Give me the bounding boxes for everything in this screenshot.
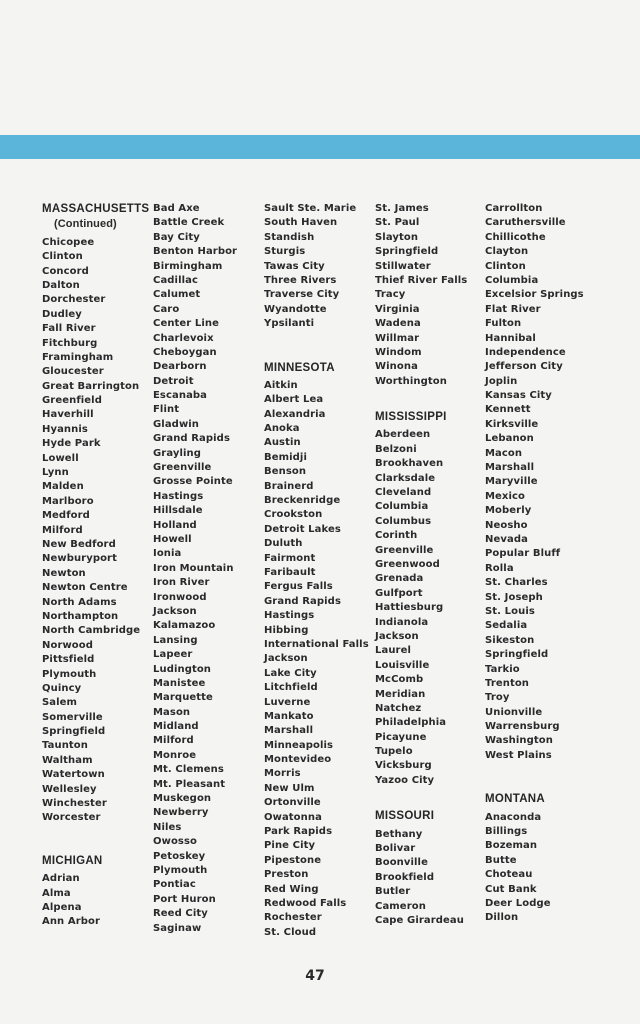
city-entry: Louisville [375,659,430,671]
city-entry: Mt. Pleasant [153,778,226,790]
city-entry: Manistee [153,677,206,689]
city-entry: Albert Lea [264,394,324,406]
city-entry: Morris [264,768,301,780]
city-entry: Brookhaven [375,458,444,470]
city-entry: Fall River [42,323,96,335]
city-entry: Aberdeen [375,429,431,441]
city-entry: St. James [375,203,429,214]
city-entry: Litchfield [264,682,318,694]
city-entry: Thief River Falls [375,274,468,286]
city-entry: Iron River [153,577,210,589]
city-entry: Hillsdale [153,505,203,517]
city-entry: Medford [42,510,90,522]
city-entry: Faribault [264,566,316,578]
city-entry: Petoskey [153,850,206,862]
city-entry: Dudley [42,308,82,320]
city-entry: Grand Rapids [264,595,341,607]
city-entry: Alexandria [264,408,326,420]
city-entry: Gloucester [42,366,104,378]
city-entry: Jackson [375,630,419,642]
city-entry: Detroit Lakes [264,523,341,535]
city-entry: Mankato [264,710,314,722]
city-entry: Ypsilanti [264,318,315,330]
city-entry: Kalamazoo [153,620,216,632]
city-entry: Saginaw [153,922,202,934]
city-entry: Grenada [375,573,424,585]
city-entry: Laurel [375,645,411,657]
city-entry: Rolla [485,562,514,574]
city-entry: Columbia [375,501,429,513]
state-heading: MASSACHUSETTS [42,203,150,215]
column-2 [153,202,265,936]
city-entry: Lake City [264,667,317,679]
city-entry: Pine City [264,840,316,852]
city-entry: Excelsior Springs [485,289,584,301]
city-entry: Macon [485,447,523,459]
city-entry: New Ulm [264,782,315,794]
city-entry: Plymouth [42,668,97,680]
city-entry: Watertown [42,769,105,781]
city-entry: Somerville [42,711,103,723]
city-entry: Clinton [485,260,526,272]
city-entry: Port Huron [153,893,216,905]
city-entry: Winchester [42,798,107,810]
city-entry: Philadelphia [375,717,447,729]
city-entry: Lynn [42,467,69,479]
city-entry: Battle Creek [153,217,225,229]
city-entry: Fergus Falls [264,581,333,593]
city-entry: Picayune [375,731,427,743]
city-entry: Chicopee [42,236,95,248]
city-entry: Anaconda [485,811,542,823]
city-entry: Mason [153,706,191,718]
city-entry: Salem [42,697,78,709]
city-entry: Bethany [375,828,423,840]
city-entry: Butte [485,854,517,866]
city-entry: Willmar [375,332,420,344]
city-entry: Haverhill [42,409,94,421]
city-entry: Northampton [42,610,119,622]
city-entry: Fulton [485,318,522,330]
city-entry: Deer Lodge [485,897,551,909]
section-gap [375,389,487,410]
city-entry: Hibbing [264,624,309,636]
city-entry: St. Cloud [264,926,317,938]
city-entry: Clarksdale [375,472,436,484]
section-gap [485,763,597,792]
city-entry: Three Rivers [264,274,337,286]
city-entry: Springfield [485,649,549,661]
city-entry: Bozeman [485,840,538,852]
city-entry: Preston [264,869,309,881]
city-entry: Greenfield [42,395,102,407]
city-entry: Norwood [42,639,94,651]
city-entry: Kansas City [485,390,552,402]
section-gap [264,332,376,361]
city-entry: Hattiesburg [375,602,444,614]
city-entry: Quincy [42,682,82,694]
city-entry: Newton [42,567,86,579]
city-entry: Minneapolis [264,739,334,751]
city-entry: Redwood Falls [264,897,347,909]
city-entry: Slayton [375,231,419,243]
city-entry: Lowell [42,452,79,464]
city-entry: Clayton [485,246,529,258]
city-entry: Jackson [264,653,308,665]
column-4 [375,202,487,928]
city-entry: Brookfield [375,871,435,883]
city-entry: Troy [485,692,510,704]
city-entry: Alma [42,887,71,899]
city-entry: Chillicothe [485,231,546,243]
city-entry: Escanaba [153,390,208,402]
city-entry: Great Barrington [42,380,140,392]
city-entry: Anoka [264,423,300,435]
city-entry: Caro [153,303,180,315]
city-entry: Ortonville [264,797,321,809]
city-entry: Tupelo [375,746,413,758]
city-entry: Traverse City [264,289,340,301]
city-entry: Billings [485,826,528,838]
state-heading: MONTANA [485,793,546,806]
city-entry: South Haven [264,217,338,229]
city-entry: Sault Ste. Marie [264,203,357,214]
city-entry: Cleveland [375,487,432,499]
city-entry: Carrollton [485,203,543,214]
city-entry: Dalton [42,279,80,291]
city-entry: Cadillac [153,274,199,286]
city-entry: Choteau [485,869,533,881]
state-heading: MISSISSIPPI [375,411,447,424]
section-gap [42,826,154,854]
city-entry: Butler [375,886,411,898]
city-entry: St. Paul [375,217,420,229]
city-entry: Calumet [153,289,201,301]
city-entry: Jackson [153,605,197,617]
city-entry: Crookston [264,509,323,521]
city-entry: Cut Bank [485,883,537,895]
city-entry: Grosse Pointe [153,476,233,488]
city-entry: Grayling [153,447,202,459]
city-entry: Monroe [153,749,197,761]
city-entry: Brainerd [264,480,314,492]
city-entry: Warrensburg [485,721,560,733]
city-entry: Rochester [264,912,322,924]
city-entry: Corinth [375,530,418,542]
city-entry: New Bedford [42,538,116,550]
city-entry: Holland [153,519,197,531]
city-entry: Neosho [485,519,528,531]
column-1 [42,202,154,930]
city-entry: Malden [42,481,84,493]
city-entry: Worcester [42,812,101,824]
city-entry: St. Joseph [485,591,543,603]
city-entry: Kirksville [485,418,539,430]
city-entry: Newberry [153,807,209,819]
city-entry: McComb [375,674,424,686]
city-entry: Milford [153,735,194,747]
city-entry: Tarkio [485,663,520,675]
city-entry: North Adams [42,596,117,608]
city-entry: Hastings [153,490,204,502]
city-entry: Marshall [485,462,535,474]
city-entry: Stillwater [375,260,431,272]
city-entry: Charlevoix [153,332,214,344]
city-entry: Meridian [375,688,426,700]
city-entry: Yazoo City [375,774,435,786]
city-entry: Luverne [264,696,311,708]
header-color-band [0,135,640,159]
city-entry: Dorchester [42,294,106,306]
city-entry: Flat River [485,303,541,315]
city-entry: Washington [485,735,553,747]
city-entry: Columbia [485,274,539,286]
city-entry: Concord [42,265,89,277]
city-entry: International Falls [264,638,369,650]
state-heading: MISSOURI [375,810,435,823]
city-entry: Nevada [485,533,528,545]
city-entry: Tracy [375,289,406,301]
city-entry: Muskegon [153,793,212,805]
city-entry: Moberly [485,505,532,517]
city-entry: Reed City [153,908,208,920]
city-entry: Flint [153,404,180,416]
city-entry: Howell [153,533,192,545]
city-entry: Clinton [42,251,83,263]
city-entry: Jefferson City [485,361,563,373]
city-entry: North Cambridge [42,625,141,637]
city-entry: Plymouth [153,864,208,876]
city-entry: Natchez [375,702,422,714]
city-entry: Aitkin [264,379,298,391]
city-entry: Caruthersville [485,217,566,229]
city-entry: Ionia [153,548,182,560]
continued-label: (Continued) [54,218,117,231]
city-entry: Vicksburg [375,760,432,772]
city-entry: Mt. Clemens [153,764,224,776]
city-entry: Hyannis [42,423,88,435]
city-entry: Gladwin [153,418,200,430]
city-entry: Fitchburg [42,337,98,349]
city-entry: Wellesley [42,783,97,795]
city-entry: Grand Rapids [153,433,230,445]
city-entry: Fairmont [264,552,316,564]
city-entry: Dillon [485,912,519,924]
city-entry: Montevideo [264,754,332,766]
city-entry: Joplin [485,375,518,387]
city-entry: Bolivar [375,843,416,855]
city-entry: Marshall [264,725,314,737]
city-entry: Cape Girardeau [375,914,464,926]
city-entry: Belzoni [375,443,417,455]
city-entry: Hyde Park [42,438,101,450]
city-entry: St. Louis [485,605,535,617]
city-entry: Boonville [375,857,428,869]
city-entry: Pipestone [264,854,322,866]
city-entry: Center Line [153,318,220,330]
city-entry: Bad Axe [153,203,200,214]
city-entry: Gulfport [375,587,423,599]
city-entry: Kennett [485,404,531,416]
city-entry: Adrian [42,873,80,885]
city-entry: Cameron [375,900,426,912]
city-entry: Marquette [153,692,213,704]
city-entry: Columbus [375,515,432,527]
city-entry: Iron Mountain [153,562,234,574]
city-entry: Unionville [485,706,543,718]
city-entry: Midland [153,721,199,733]
city-entry: Benton Harbor [153,246,238,258]
city-entry: Dearborn [153,361,207,373]
city-entry: Pontiac [153,879,196,891]
city-entry: Duluth [264,538,303,550]
city-entry: Ironwood [153,591,207,603]
city-entry: Marlboro [42,495,94,507]
city-entry: Owosso [153,836,197,848]
city-entry: Austin [264,437,301,449]
city-entry: Greenville [153,462,212,474]
city-entry: Cheboygan [153,346,217,358]
city-entry: Pittsfield [42,654,95,666]
city-entry: Birmingham [153,260,223,272]
city-entry: Niles [153,821,182,833]
state-heading: MICHIGAN [42,854,103,867]
city-entry: Springfield [375,246,439,258]
city-entry: Independence [485,346,566,358]
page-number: 47 [305,968,325,984]
city-entry: Red Wing [264,883,319,895]
city-entry: Hannibal [485,332,536,344]
city-entry: Sturgis [264,246,306,258]
city-entry: Standish [264,231,315,243]
city-entry: Sikeston [485,634,535,646]
city-entry: Hastings [264,610,315,622]
city-entry: Lebanon [485,433,534,445]
city-entry: Tawas City [264,260,325,272]
city-entry: Wyandotte [264,303,327,315]
city-entry: Bemidji [264,451,307,463]
city-entry: Ludington [153,663,212,675]
city-entry: Alpena [42,901,82,913]
city-entry: Bay City [153,231,200,243]
state-heading: MINNESOTA [264,361,335,374]
city-entry: Park Rapids [264,826,333,838]
city-entry: Winona [375,361,418,373]
city-entry: Virginia [375,303,420,315]
city-entry: Greenville [375,544,434,556]
city-entry: Mexico [485,490,526,502]
city-entry: Maryville [485,476,538,488]
column-5 [485,202,597,926]
city-entry: Popular Bluff [485,548,561,560]
city-entry: St. Charles [485,577,548,589]
city-entry: Greenwood [375,558,440,570]
section-gap [375,788,487,809]
city-entry: Wadena [375,318,421,330]
city-entry: Milford [42,524,83,536]
city-entry: Taunton [42,740,88,752]
city-entry: Lapeer [153,649,193,661]
city-entry: Springfield [42,726,106,738]
city-entry: Lansing [153,634,198,646]
city-entry: Owatonna [264,811,322,823]
city-entry: Worthington [375,375,447,387]
city-entry: Windom [375,346,422,358]
city-entry: Ann Arbor [42,916,100,928]
city-entry: Trenton [485,677,530,689]
city-entry: Detroit [153,375,194,387]
city-entry: Breckenridge [264,495,341,507]
city-entry: Newton Centre [42,582,128,594]
city-entry: Indianola [375,616,429,628]
city-entry: Newburyport [42,553,117,565]
city-entry: Sedalia [485,620,528,632]
city-entry: Framingham [42,351,114,363]
city-entry: Benson [264,466,307,478]
column-3 [264,202,376,940]
city-entry: Waltham [42,754,93,766]
city-entry: West Plains [485,749,552,761]
